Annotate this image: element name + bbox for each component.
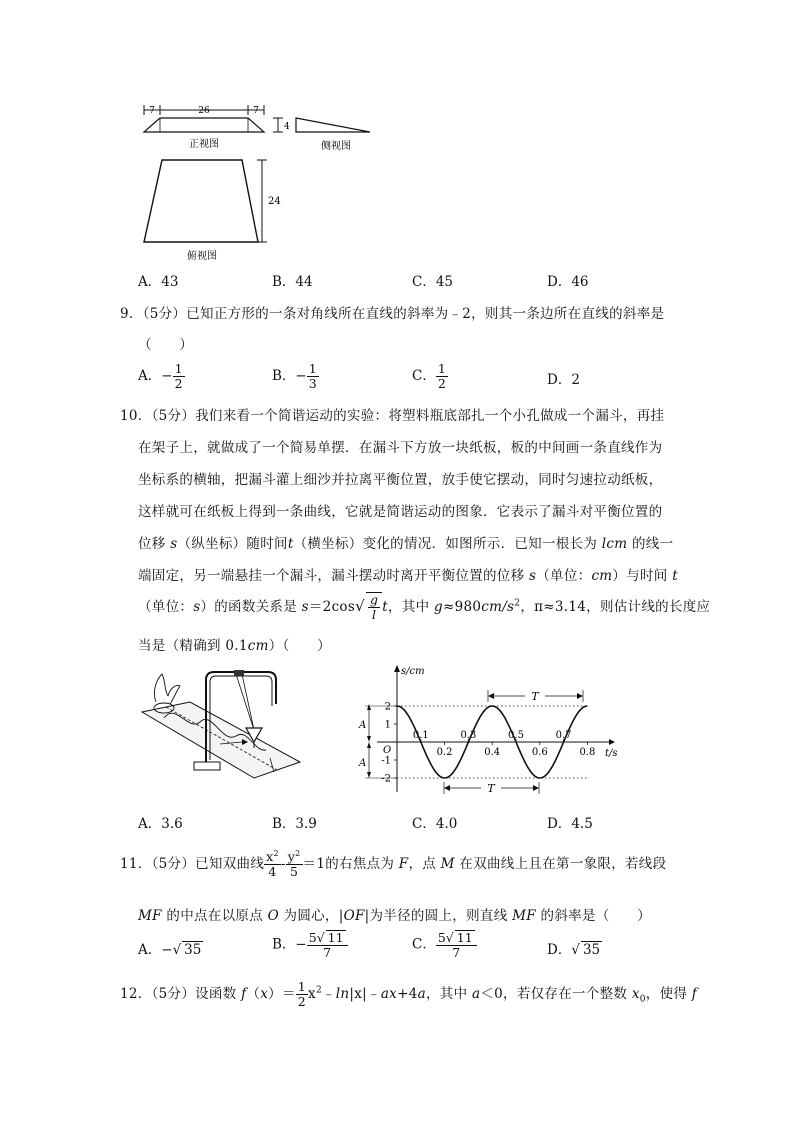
three-view-figure	[130, 96, 390, 261]
q9-stem-line1: 9．（5分）已知正方形的一条对角线所在直线的斜率为﹣2，则其一条边所在直线的斜率是	[120, 306, 665, 322]
x-tick-label: 0.5	[508, 730, 524, 741]
x-tick-label: 0.4	[484, 747, 501, 758]
front-view-label: 正视图	[189, 139, 219, 150]
dim-front-height: 4	[284, 122, 290, 132]
amplitude-label-top: A	[359, 720, 367, 731]
q10-stem-line5: 位移 s（纵坐标）随时间t（横坐标）变化的情况．如图所示．已知一根长为 lcm 的线一	[138, 536, 674, 552]
q8-option-d: D．46	[547, 274, 589, 290]
x-tick-label: 0.6	[531, 747, 548, 758]
origin-label: O	[383, 745, 392, 756]
x-tick-label: 0.8	[579, 747, 596, 758]
q9-option-c: C． $\frac{1}{2}$	[412, 361, 446, 391]
dim-top-right: 7	[253, 106, 259, 116]
y-tick-label: -1	[381, 755, 391, 767]
x-tick-label: 0.3	[460, 730, 477, 741]
q9-option-a: A．− $\frac{1}{2}$	[138, 361, 183, 391]
q10-option-a: A．3.6	[138, 816, 183, 832]
dim-top-left: 7	[149, 106, 155, 116]
displacement-time-graph	[355, 660, 630, 800]
q10-stem-line2: 在架子上，就做成了一个简易单摆．在漏斗下方放一块纸板，板的中间画一条直线作为	[138, 440, 663, 456]
q11-stem-line2: MF 的中点在以原点 O 为圆心，|OF|为半径的圆上，则直线 MF 的斜率是（ ）	[138, 908, 651, 924]
q10-stem-line7: （单位：s）的函数关系是 s＝2cos√ $\frac{g}{l}$ t，其中 $g\approx 980cm/s^2$，π≈3.14，则估计线的长度应	[138, 592, 711, 622]
q10-option-d: D．4.5	[547, 816, 593, 832]
y-tick-label: 1	[384, 719, 391, 731]
q11-stem-line1: 11．（5分）已知双曲线 $\frac{x^2}{4}$ - $\frac{y^2}{5}$ ＝1的右焦点为 F，点 M 在双曲线上且在第一象限，若线段	[120, 849, 667, 879]
x-tick-label: 0.7	[555, 730, 572, 741]
y-tick-label: -2	[381, 773, 391, 785]
q10-stem-line4: 这样就可在纸板上得到一条曲线，它就是简谐运动的图象．它表示了漏斗对平衡位置的	[138, 504, 663, 520]
q11-option-a: A．−√ 35	[138, 942, 202, 958]
side-view-label: 侧视图	[321, 141, 351, 152]
q10-stem-line3: 坐标系的横轴，把漏斗灌上细沙并拉离平衡位置，放手使它摆动，同时匀速拉动纸板，	[138, 472, 663, 488]
q9-option-d: D．2	[547, 372, 580, 388]
period-label-bottom: T	[487, 782, 495, 795]
x-tick-label: 0.1	[412, 730, 429, 741]
y-axis-label: s/cm	[401, 666, 425, 677]
amplitude-label-bottom: A	[359, 758, 367, 769]
q9-stem-line2: （ ）	[138, 337, 194, 353]
q9-option-b: B．− $\frac{1}{3}$	[272, 361, 317, 391]
pendulum-apparatus-figure	[136, 662, 306, 787]
x-axis-label: t/s	[605, 748, 618, 759]
q10-stem-line8: 当是（精确到 0.1cm）（ ）	[138, 638, 331, 654]
q10-option-b: B．3.9	[272, 816, 317, 832]
top-view-label: 俯视图	[187, 251, 217, 261]
q10-stem-line6: 端固定，另一端悬挂一个漏斗，漏斗摆动时离开平衡位置的位移 s（单位：cm）与时间 t	[138, 568, 678, 584]
q8-option-c: C．45	[412, 274, 454, 290]
q11-option-d: D．√ 35	[547, 942, 601, 958]
dim-top-height: 24	[268, 196, 281, 207]
dim-top-mid: 26	[198, 106, 210, 116]
y-tick-label: 2	[384, 701, 391, 713]
q10-stem-line1: 10．（5分）我们来看一个简谐运动的实验：将塑料瓶底部扎一个小孔做成一个漏斗，再挂	[120, 408, 665, 424]
q12-stem-line1: 12．（5分）设函数 f（x）＝ $\frac{1}{2}$ $x^2﹣\ln|x|﹣ax+4a$，其中 a＜0，若仅存在一个整数 $x_0$，使得 f	[120, 979, 698, 1009]
q8-option-b: B．44	[272, 274, 313, 290]
period-label-top: T	[531, 690, 539, 703]
q11-option-b: B．− $\frac{5√ 11}{7}$	[272, 930, 348, 960]
q10-option-c: C．4.0	[412, 816, 458, 832]
q11-option-c: C． $\frac{5√ 11}{7}$	[412, 930, 477, 960]
x-tick-label: 0.2	[436, 747, 453, 758]
q8-option-a: A．43	[138, 274, 179, 290]
